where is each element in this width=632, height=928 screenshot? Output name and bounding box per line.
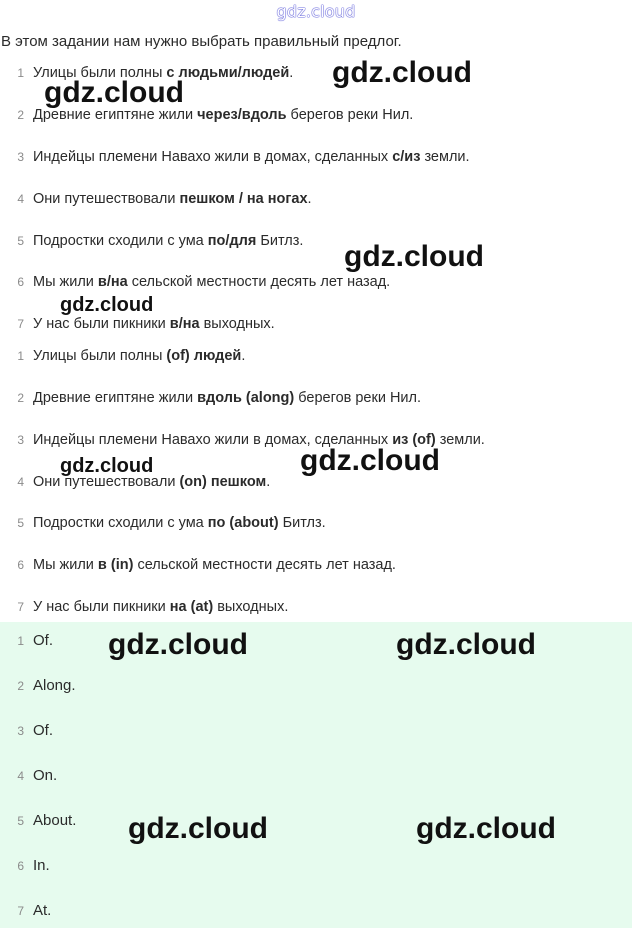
item-number: 6 [17, 859, 24, 873]
sentence-fragment: . [307, 191, 312, 207]
header-logo[interactable]: gdz.cloud [276, 2, 356, 21]
sentence-fragment: берегов реки Нил. [286, 107, 414, 123]
answer-text: Along. [33, 677, 76, 694]
answer-text: Of. [33, 722, 54, 739]
sentence-fragment: У нас были пикники [33, 316, 170, 332]
sentence-fragment: сельской местности десять лет назад. [133, 557, 396, 573]
sentence-fragment: выходных. [199, 316, 275, 332]
sentence-fragment: сельской местности десять лет назад. [127, 274, 391, 290]
preposition-choice: (of) людей [166, 348, 242, 364]
sentence-fragment: Древние египтяне жили [33, 107, 198, 123]
sentence-fragment: Подростки сходили с ума [33, 515, 208, 531]
sentence-fragment: Подростки сходили с ума [33, 233, 208, 249]
sentence-fragment: . [266, 474, 271, 490]
item-text [33, 599, 288, 615]
preposition-choice: в (in) [97, 557, 134, 573]
exercise-item [0, 230, 303, 252]
answer-item [0, 855, 50, 877]
answer-item [0, 900, 51, 922]
answer-item [0, 765, 57, 787]
item-number: 4 [17, 769, 24, 783]
answers-panel [0, 622, 632, 928]
solution-item [0, 345, 245, 367]
item-text [33, 149, 470, 165]
watermark: gdz.cloud [60, 294, 154, 316]
sentence-fragment: Улицы были полны [33, 348, 167, 364]
item-number: 7 [17, 904, 24, 918]
watermark: gdz.cloud [300, 444, 440, 477]
sentence-fragment: Мы жили [33, 557, 98, 573]
item-text [33, 274, 390, 290]
sentence-fragment: . [289, 65, 294, 81]
answer-text: Of. [33, 632, 54, 649]
preposition-choice: с/из [392, 149, 421, 165]
answer-item [0, 675, 76, 697]
item-number: 6 [17, 558, 24, 572]
answer-item [0, 630, 53, 652]
exercise-item [0, 188, 312, 210]
item-number: 7 [17, 600, 24, 614]
sentence-fragment: Улицы были полны [33, 65, 167, 81]
solution-item [0, 387, 421, 409]
preposition-choice: в/на [97, 274, 128, 290]
preposition-choice: из (of) [392, 432, 436, 448]
item-number: 5 [17, 516, 24, 530]
item-number: 3 [17, 150, 24, 164]
sentence-fragment: выходных. [213, 599, 289, 615]
sentence-fragment: Битлз. [256, 233, 304, 249]
item-number: 4 [17, 475, 24, 489]
sentence-fragment: земли. [435, 432, 485, 448]
watermark: gdz.cloud [396, 628, 536, 661]
item-text [33, 515, 326, 531]
solution-item [0, 554, 396, 576]
answer-text: At. [33, 902, 52, 919]
item-number: 2 [17, 108, 24, 122]
item-text [33, 390, 421, 406]
item-text [33, 233, 303, 249]
answer-item [0, 720, 53, 742]
item-text [33, 348, 245, 364]
exercise-item [0, 146, 470, 168]
item-number: 1 [17, 349, 24, 363]
sentence-fragment: Битлз. [278, 515, 326, 531]
watermark: gdz.cloud [416, 812, 556, 845]
solution-item [0, 512, 326, 534]
watermark: gdz.cloud [60, 455, 154, 477]
item-number: 4 [17, 192, 24, 206]
sentence-fragment: Индейцы племени Навахо жили в домах, сделанных [33, 149, 393, 165]
preposition-choice: по (about) [207, 515, 279, 531]
item-number: 7 [17, 317, 24, 331]
item-text [33, 557, 396, 573]
sentence-fragment: У нас были пикники [33, 599, 170, 615]
answer-text: About. [33, 812, 77, 829]
preposition-choice: с людьми/людей [166, 65, 290, 81]
watermark: gdz.cloud [44, 76, 184, 109]
item-number: 5 [17, 814, 24, 828]
item-number: 3 [17, 433, 24, 447]
preposition-choice: пешком / на ногах [179, 191, 308, 207]
sentence-fragment: Они путешествовали [33, 474, 180, 490]
item-number: 6 [17, 275, 24, 289]
answer-text: In. [33, 857, 50, 874]
item-number: 3 [17, 724, 24, 738]
intro-text: В этом задании нам нужно выбрать правильный предлог. [1, 33, 402, 50]
answer-text: On. [33, 767, 58, 784]
item-text [33, 316, 275, 332]
watermark: gdz.cloud [108, 628, 248, 661]
preposition-choice: в/на [169, 316, 200, 332]
sentence-fragment: . [241, 348, 246, 364]
answer-item [0, 810, 76, 832]
sentence-fragment: Индейцы племени Навахо жили в домах, сделанных [33, 432, 393, 448]
watermark: gdz.cloud [128, 812, 268, 845]
preposition-choice: через/вдоль [197, 107, 287, 123]
solution-item [0, 596, 288, 618]
preposition-choice: по/для [207, 233, 257, 249]
item-number: 5 [17, 234, 24, 248]
item-number: 2 [17, 679, 24, 693]
item-number: 1 [17, 66, 24, 80]
item-text [33, 191, 312, 207]
sentence-fragment: берегов реки Нил. [294, 390, 422, 406]
watermark: gdz.cloud [332, 56, 472, 89]
sentence-fragment: Мы жили [33, 274, 98, 290]
sentence-fragment: Они путешествовали [33, 191, 180, 207]
exercise-item [0, 271, 390, 293]
item-number: 2 [17, 391, 24, 405]
sentence-fragment: земли. [420, 149, 470, 165]
item-number: 1 [17, 634, 24, 648]
sentence-fragment: Древние египтяне жили [33, 390, 198, 406]
preposition-choice: вдоль (along) [197, 390, 295, 406]
watermark: gdz.cloud [344, 240, 484, 273]
preposition-choice: на (at) [169, 599, 214, 615]
preposition-choice: (on) пешком [179, 474, 267, 490]
